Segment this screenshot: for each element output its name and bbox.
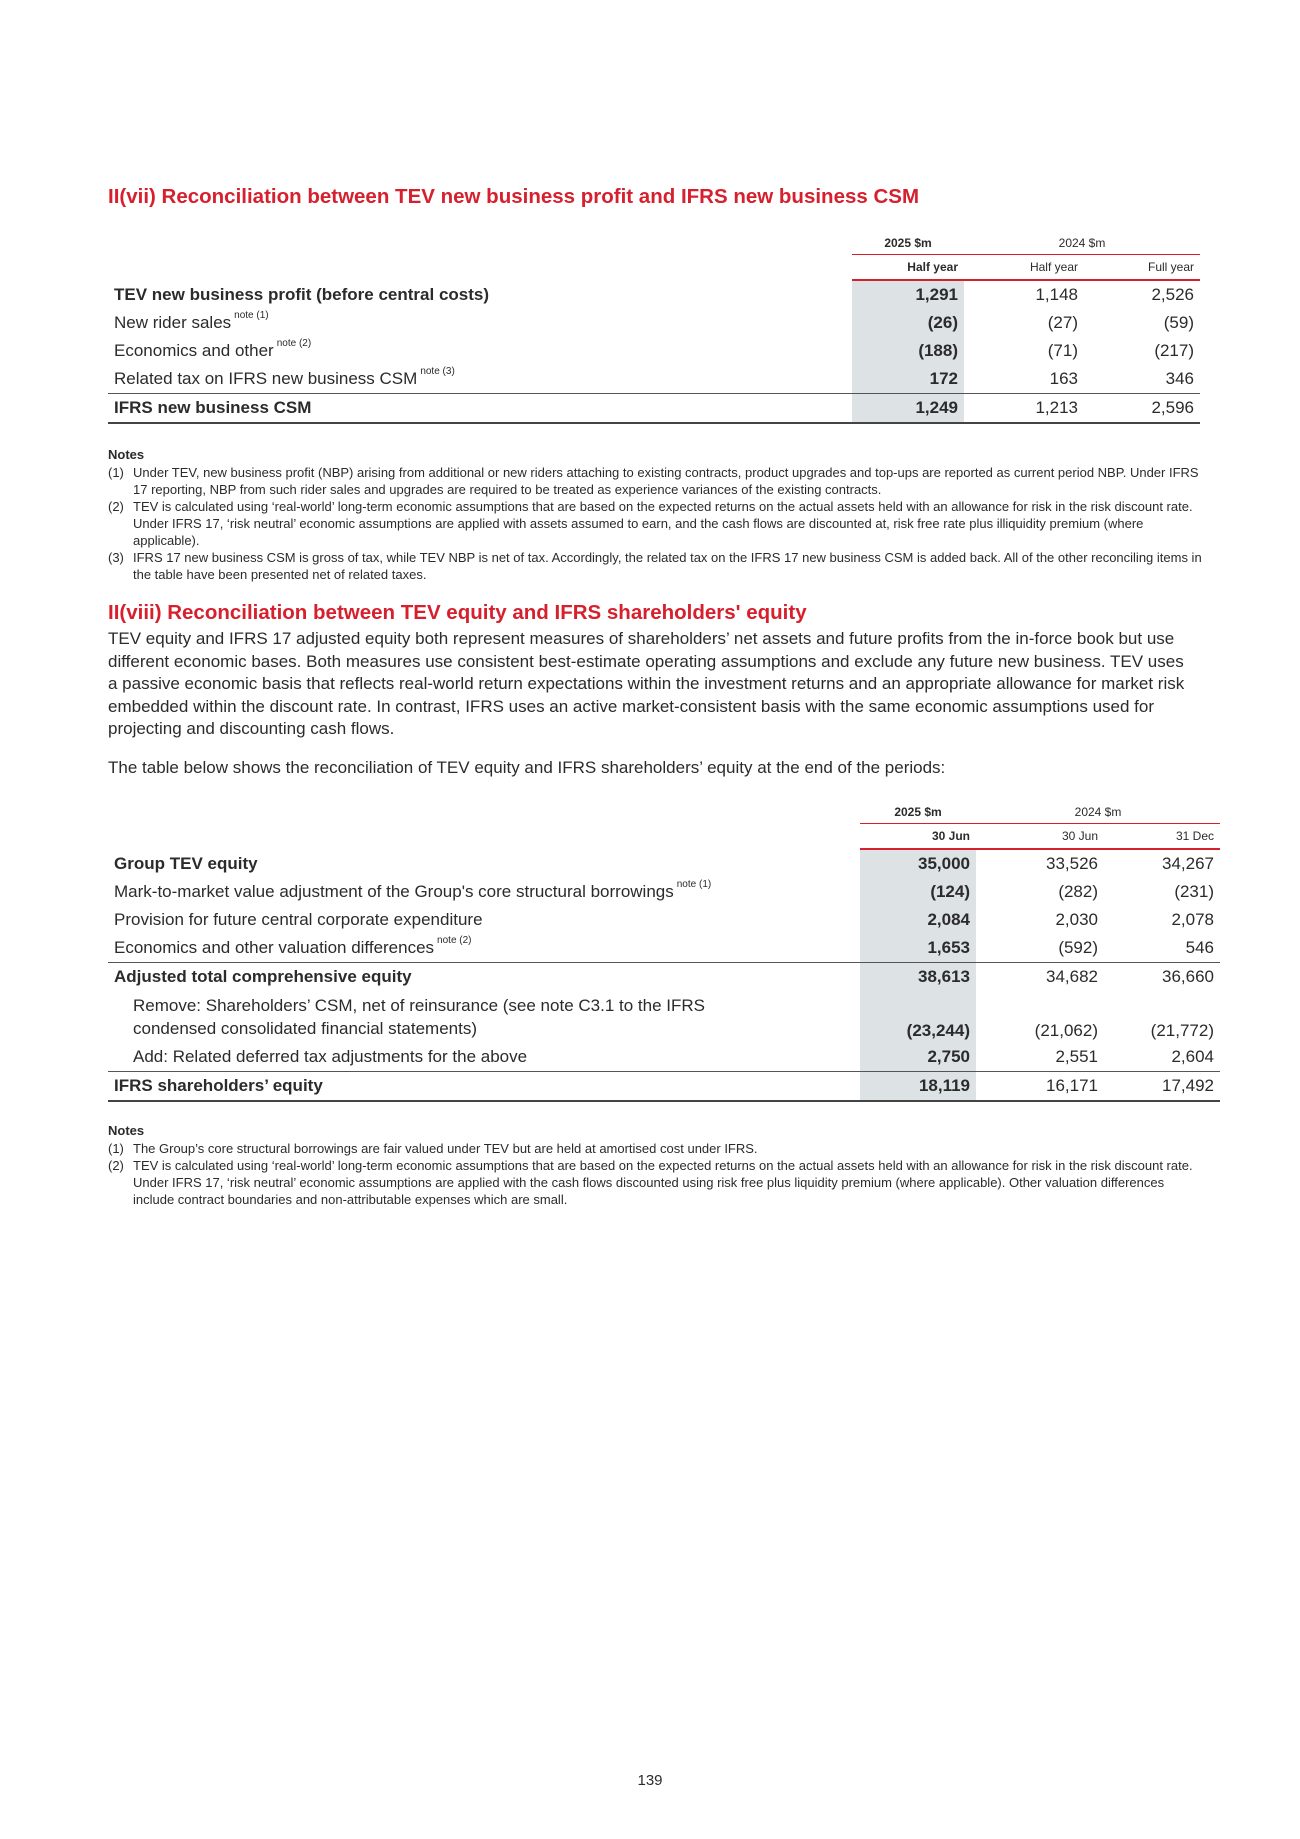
note-ref: note (3) <box>420 366 455 377</box>
value-2024-half: (27) <box>1047 313 1078 332</box>
notes-block-2 <box>108 1122 1208 1208</box>
equity-reconciliation-table <box>108 801 1220 1102</box>
value-2024-dec: 17,492 <box>1104 1072 1220 1102</box>
value-2025: 172 <box>852 365 964 394</box>
note-item <box>108 498 1208 549</box>
value-2024-dec: 36,660 <box>1104 963 1220 992</box>
value-2025: 18,119 <box>860 1072 976 1102</box>
value-2024-jun: 16,171 <box>976 1072 1104 1102</box>
table-row-total <box>108 1072 1220 1102</box>
header-2025: 2025 $m <box>860 801 976 824</box>
header-col2: 30 Jun <box>976 824 1104 850</box>
note-text: Under TEV, new business profit (NBP) arising from additional or new riders attaching to existing contracts, product upgrades and top-ups are reported as current period NBP. Under IFRS 17 reporting, NBP from such rider sales and upgrades are required to be treated as experience variances of the existing contracts. <box>133 465 1199 497</box>
notes-title: Notes <box>108 1123 145 1138</box>
header-col3: 31 Dec <box>1104 824 1220 850</box>
table-row-total <box>108 394 1200 424</box>
value-2025: (23,244) <box>860 991 976 1043</box>
row-label: Mark-to-market value adjustment of the Group's core structural borrowings <box>114 882 674 901</box>
value-2024-jun: 33,526 <box>1046 854 1098 873</box>
value-2024-jun: (21,062) <box>1034 1021 1098 1040</box>
row-label: Related tax on IFRS new business CSM <box>114 369 418 388</box>
table-row <box>108 849 1220 878</box>
table-row <box>108 280 1200 309</box>
section-title-nbp-reconciliation: II(vii) Reconciliation between TEV new business profit and IFRS new business CSM <box>108 185 920 208</box>
value-2024-jun: (282) <box>1058 882 1098 901</box>
value-2024-full: 2,526 <box>1151 285 1194 304</box>
value-2024-jun: 2,030 <box>1055 910 1098 929</box>
note-number: (1) <box>108 1141 124 1156</box>
note-text: TEV is calculated using ‘real-world’ long-term economic assumptions that are based on the expected returns on the actual assets held with an allowance for risk in the risk discount rate. Under IFRS 17, ‘risk neutral’ economic assumptions are applied with assets assumed to earn, and the cash flows are discounted at, risk free rate plus illiquidity premium (where applicable). <box>133 499 1193 548</box>
value-2024-full: 346 <box>1165 369 1194 388</box>
value-2024-half: 163 <box>1049 369 1078 388</box>
nbp-reconciliation-table <box>108 232 1200 424</box>
value-2025: (26) <box>852 309 964 337</box>
value-2024-dec: 2,078 <box>1171 910 1214 929</box>
note-number: (1) <box>108 465 124 480</box>
row-label: Remove: Shareholders’ CSM, net of reinsurance (see note C3.1 to the IFRS condensed consolidated financial statements) <box>133 996 705 1038</box>
row-label: Economics and other valuation differences <box>114 938 435 957</box>
note-number: (2) <box>108 1158 124 1173</box>
value-2025: 2,084 <box>860 906 976 934</box>
value-2024-jun: 34,682 <box>976 963 1104 992</box>
value-2024-dec: (231) <box>1174 882 1214 901</box>
note-ref: note (1) <box>234 310 269 321</box>
row-label: IFRS new business CSM <box>108 394 852 424</box>
row-label: Group TEV equity <box>114 853 258 873</box>
value-2024-dec: 34,267 <box>1162 854 1214 873</box>
table-row <box>108 309 1200 337</box>
header-2025: 2025 $m <box>852 232 964 255</box>
table-intro-paragraph: The table below shows the reconciliation of TEV equity and IFRS shareholders’ equity at the end of the periods: <box>108 758 946 777</box>
header-2024: 2024 $m <box>964 232 1200 255</box>
table-row <box>108 991 1220 1043</box>
row-label: New rider sales <box>114 313 232 332</box>
intro-paragraph: TEV equity and IFRS 17 adjusted equity both represent measures of shareholders’ net assets and future profits from the in-force book but use different economic bases. Both measures use consistent best-estimate operating assumptions and exclude any future new business. TEV uses a passive economic basis that reflects real-world return expectations within the investment returns and an appropriate allowance for market risk embedded within the discount rate. In contrast, IFRS uses an active market-consistent basis with the same economic assumptions used for projecting and discounting cash flows. <box>108 629 1185 739</box>
note-item <box>108 1140 1208 1157</box>
value-2025: 1,291 <box>852 280 964 309</box>
table-row <box>108 934 1220 963</box>
value-2024-full: (59) <box>1163 313 1194 332</box>
table-row <box>108 337 1200 365</box>
table-row <box>108 906 1220 934</box>
table-header-year-row <box>108 801 1220 824</box>
note-text: TEV is calculated using ‘real-world’ long-term economic assumptions that are based on the expected returns on the actual assets held with an allowance for risk in the risk discount rate. Under IFRS 17, ‘risk neutral’ economic assumptions are applied with the cash flows discounted using risk free plus liquidity premium (where applicable). Other valuation differences include contract boundaries and non-attributable expenses which are small. <box>133 1158 1193 1207</box>
value-2024-dec: (21,772) <box>1150 1021 1214 1040</box>
table-header-period-row <box>108 824 1220 850</box>
value-2025: 35,000 <box>860 849 976 878</box>
value-2024-full: (217) <box>1154 341 1194 360</box>
note-number: (2) <box>108 499 124 514</box>
header-col1: Half year <box>852 255 964 281</box>
section-title-equity-reconciliation: II(viii) Reconciliation between TEV equity and IFRS shareholders' equity <box>108 601 807 624</box>
note-item <box>108 464 1208 498</box>
note-item <box>108 1157 1208 1208</box>
table-header-year-row <box>108 232 1200 255</box>
note-ref: note (2) <box>437 935 472 946</box>
row-label: IFRS shareholders’ equity <box>108 1072 860 1102</box>
value-2025: 1,249 <box>852 394 964 424</box>
header-col2: Half year <box>964 255 1084 281</box>
table-row <box>108 365 1200 394</box>
value-2025: 2,750 <box>860 1043 976 1072</box>
table-row <box>108 1043 1220 1072</box>
value-2025: (188) <box>852 337 964 365</box>
header-col3: Full year <box>1084 255 1200 281</box>
row-label: TEV new business profit (before central costs) <box>114 284 490 304</box>
notes-title: Notes <box>108 447 145 462</box>
row-label: Provision for future central corporate expenditure <box>114 910 483 929</box>
value-2024-full: 2,596 <box>1084 394 1200 424</box>
table-header-period-row <box>108 255 1200 281</box>
header-2024: 2024 $m <box>976 801 1220 824</box>
table-row-subtotal <box>108 963 1220 992</box>
note-text: The Group’s core structural borrowings are fair valued under TEV but are held at amortised cost under IFRS. <box>133 1141 758 1156</box>
table-row <box>108 878 1220 906</box>
value-2025: (124) <box>860 878 976 906</box>
note-number: (3) <box>108 550 124 565</box>
note-item <box>108 549 1208 583</box>
header-col1: 30 Jun <box>860 824 976 850</box>
value-2024-half: (71) <box>1047 341 1078 360</box>
value-2024-dec: 2,604 <box>1171 1047 1214 1066</box>
notes-block-1 <box>108 446 1208 583</box>
note-ref: note (1) <box>676 879 712 890</box>
value-2024-jun: 2,551 <box>1055 1047 1098 1066</box>
row-label: Adjusted total comprehensive equity <box>108 963 860 992</box>
page-number: 139 <box>637 1772 663 1789</box>
value-2025: 1,653 <box>860 934 976 963</box>
value-2024-half: 1,213 <box>964 394 1084 424</box>
row-label: Economics and other <box>114 341 274 360</box>
value-2024-dec: 546 <box>1185 938 1214 957</box>
note-text: IFRS 17 new business CSM is gross of tax, while TEV NBP is net of tax. Accordingly, the related tax on the IFRS 17 new business CSM is added back. All of the other reconciling items in the table have been presented net of related taxes. <box>133 550 1202 582</box>
note-ref: note (2) <box>276 338 312 349</box>
value-2024-half: 1,148 <box>1035 285 1078 304</box>
row-label: Add: Related deferred tax adjustments for the above <box>133 1047 528 1066</box>
value-2025: 38,613 <box>860 963 976 992</box>
value-2024-jun: (592) <box>1058 938 1098 957</box>
